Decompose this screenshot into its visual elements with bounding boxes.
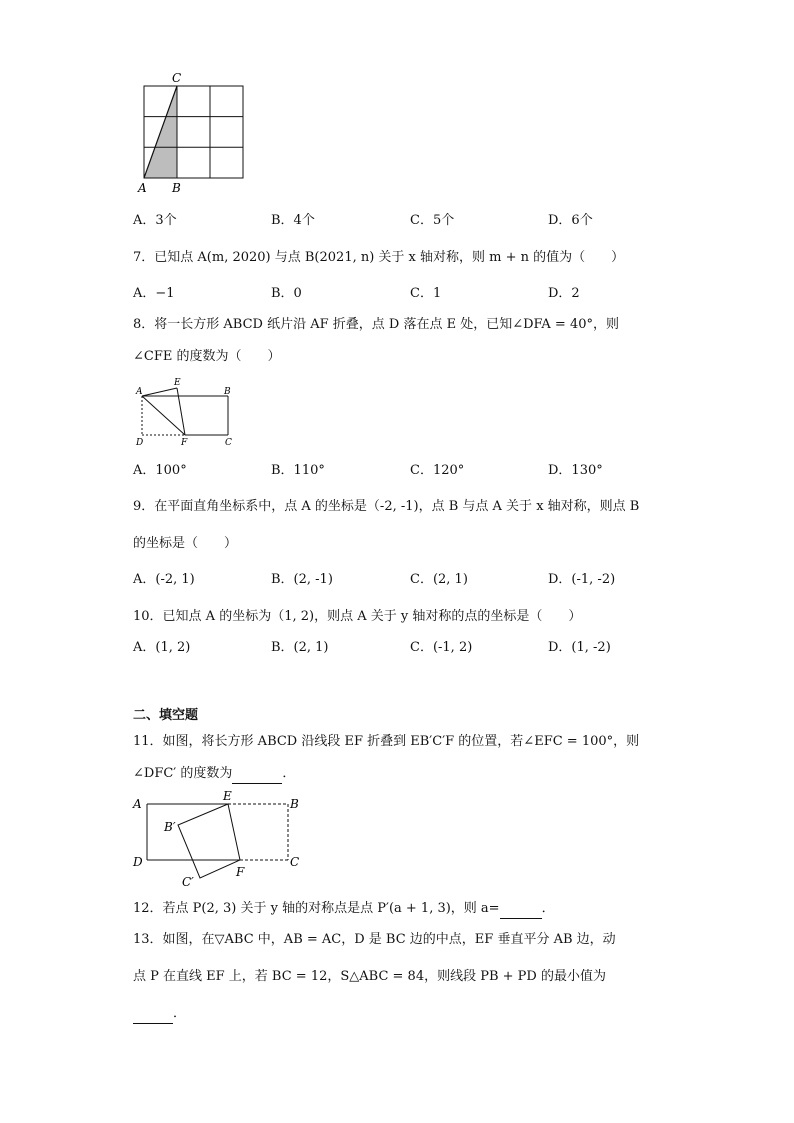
q11-answer-blank[interactable] (232, 765, 282, 784)
q9-option-a: A．(-2, 1) (133, 572, 195, 587)
q10-option-c: C．(-1, 2) (410, 640, 473, 655)
q9-option-b: B．(2, -1) (271, 572, 333, 587)
q12-answer-blank[interactable] (500, 900, 542, 919)
q12-stem-end: ． (541, 901, 555, 916)
q13-stem-line2: 点 P 在直线 EF 上，若 BC = 12，S△ABC = 84，则线段 PB + PD 的最小值为 (133, 969, 606, 984)
q9-option-c: C．(2, 1) (410, 572, 468, 587)
q9-stem-line1: 9．在平面直角坐标系中，点 A 的坐标是（-2, -1)，点 B 与点 A 关于 x 轴对称，则点 B (133, 499, 640, 514)
q6-option-d: D．6个 (548, 213, 593, 228)
label-B: B (290, 797, 299, 811)
label-D: D (133, 855, 143, 869)
grid-triangle-figure (132, 70, 252, 196)
q10-stem: 10．已知点 A 的坐标为（1, 2)，则点 A 关于 y 轴对称的点的坐标是（ ） (133, 609, 582, 624)
q13-stem-line1: 13．如图，在▽ABC 中，AB = AC，D 是 BC 边的中点，EF 垂直平分 AB 边，动 (133, 932, 616, 947)
q7-stem: 7．已知点 A(m, 2020) 与点 B(2021, n) 关于 x 轴对称，则 m + n 的值为（ ） (133, 250, 625, 265)
label-B: B (172, 181, 181, 195)
label-F: F (236, 865, 245, 879)
folded-rectangle-efcf-figure (130, 790, 305, 890)
section-title: 二、填空题 (133, 708, 199, 723)
q8-stem-line1: 8．将一长方形 ABCD 纸片沿 AF 折叠，点 D 落在点 E 处，已知∠DFA = 40°，则 (133, 317, 619, 332)
q8-option-b: B．110° (271, 463, 325, 478)
q6-option-c: C．5个 (410, 213, 455, 228)
q7-option-b: B．0 (271, 286, 302, 301)
q11-stem-line1: 11．如图，将长方形 ABCD 沿线段 EF 折叠到 EB′C′F 的位置，若∠EFC = 100°，则 (133, 734, 640, 749)
folded-rectangle-figure (130, 375, 245, 450)
q13-answer-line (133, 1005, 186, 1024)
q6-option-b: B．4个 (271, 213, 315, 228)
label-E: E (223, 790, 232, 803)
q8-stem-line2: ∠CFE 的度数为（ ） (133, 349, 281, 364)
label-C: C (290, 855, 300, 869)
q13-stem-end: ． (173, 1006, 187, 1021)
q7-option-d: D．2 (548, 286, 580, 301)
q7-option-a: A．−1 (133, 286, 175, 301)
q11-stem-end: ． (282, 766, 296, 781)
q8-option-d: D．130° (548, 463, 603, 478)
label-D: D (136, 438, 144, 448)
q12-stem-text: 12．若点 P(2, 3) 关于 y 轴的对称点是点 P′(a + 1, 3)，则 a= (133, 901, 500, 916)
q7-option-c: C．1 (410, 286, 442, 301)
label-F: F (181, 438, 188, 448)
label-B-prime: B′ (164, 820, 176, 834)
label-C: C (225, 438, 232, 448)
q10-option-a: A．(1, 2) (133, 640, 191, 655)
q11-stem-line2 (133, 765, 295, 784)
q8-option-c: C．120° (410, 463, 465, 478)
q13-answer-blank[interactable] (133, 1005, 173, 1024)
q8-option-a: A．100° (133, 463, 187, 478)
q11-stem-text: ∠DFC′ 的度数为 (133, 766, 233, 781)
q12-stem (133, 900, 555, 919)
q9-stem-line2: 的坐标是（ ） (133, 536, 238, 551)
q10-option-b: B．(2, 1) (271, 640, 329, 655)
q10-option-d: D．(1, -2) (548, 640, 611, 655)
q9-option-d: D．(-1, -2) (548, 572, 616, 587)
label-C: C (172, 71, 182, 85)
label-E: E (174, 378, 181, 388)
label-A: A (138, 181, 147, 195)
label-B: B (224, 387, 231, 397)
label-A: A (136, 387, 143, 397)
label-C-prime: C′ (182, 875, 194, 889)
q6-option-a: A．3个 (133, 213, 177, 228)
label-A: A (133, 797, 142, 811)
